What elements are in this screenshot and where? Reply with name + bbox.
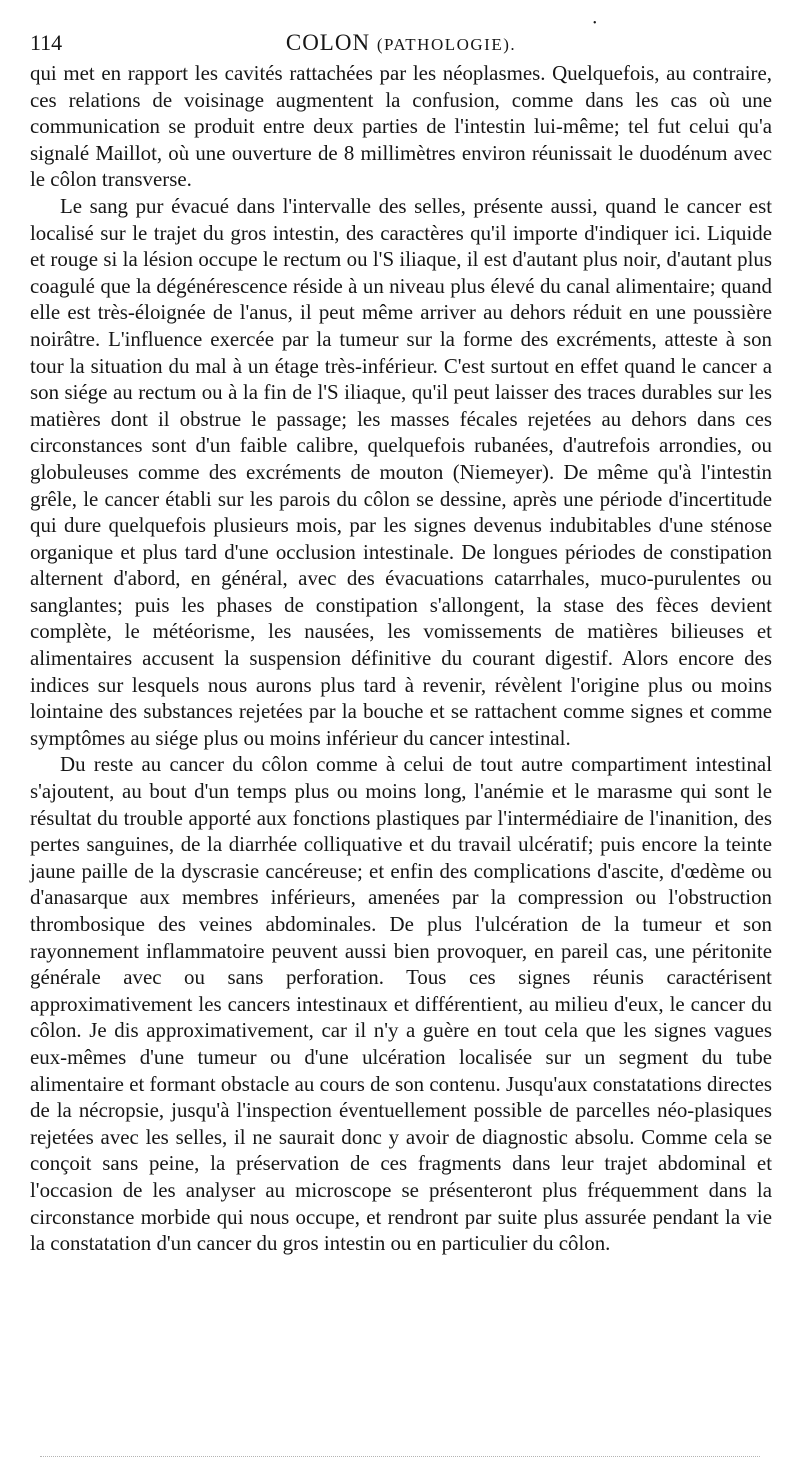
paragraph: Du reste au cancer du côlon comme à celui de tout autre compartiment intestinal s'ajoutent, au bout d'un temps plus ou moins long, l'anémie et le marasme qui sont le résultat du trouble apporté aux fonctions plastiques par l'intermédiaire de l'inanition, des pertes sanguines, de la diarrhée colliquative et du travail ulcératif; puis encore la teinte jaune paille de la dyscrasie cancéreuse; et enfin des complications d'ascite, d'œdème ou d'anasarque aux membres inférieurs, amenées par la compression ou l'obstruction thrombosique des veines abdominales. De plus l'ulcération de la tumeur et son rayonnement inflammatoire peuvent aussi bien provoquer, en pareil cas, une péritonite générale avec ou sans perforation. Tous ces signes réunis caractérisent approximativement les cancers intestinaux et différentient, au milieu d'eux, le cancer du côlon. Je dis approximativement, car il n'y a guère en tout cela que les signes vagues eux-mêmes d'une tumeur ou d'une ulcération localisée sur un segment du tube alimentaire et formant obstacle au cours de son contenu. Jusqu'aux constatations directes de la nécropsie, jusqu'à l'inspection éventuellement possible de parcelles néo-plasiques rejetées avec les selles, il ne saurait donc y avoir de diagnostic absolu. Comme cela se conçoit sans peine, la préservation de ces fragments dans leur trajet abdominal et l'occasion de les analyser au microscope se présenteront plus fréquemment dans la circonstance morbide qui nous occupe, et rendront par suite plus assurée pendant la vie la constatation d'un cancer du gros intestin ou en particulier du côlon. [30,752,772,1256]
running-title [30,30,772,56]
page-header [30,20,772,60]
page-bottom-rule [40,1456,760,1457]
running-title-sub: (PATHOLOGIE). [376,35,517,54]
page-number: 114 [30,30,63,55]
header-mark: • [593,18,597,29]
book-page [30,20,772,1257]
paragraph: Le sang pur évacué dans l'intervalle des selles, présente aussi, quand le cancer est localisé sur le trajet du gros intestin, des caractères qu'il importe d'indiquer ici. Liquide et rouge si la lésion occupe le rectum ou l'S iliaque, il est d'autant plus noir, d'autant plus coagulé que la dégénérescence réside à un niveau plus élevé du canal alimentaire; quand elle est très-éloignée de l'anus, il peut même arriver au dehors réduit en une poussière noirâtre. L'influence exercée par la tumeur sur la forme des excréments, atteste à son tour la situation du mal à un étage très-inférieur. C'est surtout en effet quand le cancer a son siége au rectum ou à la fin de l'S iliaque, qu'il peut laisser des traces durables sur les matières dont il obstrue le passage; les masses fécales rejetées au dehors dans ces circonstances sont d'un faible calibre, quelquefois rubanées, d'autrefois arrondies, ou globuleuses comme des excréments de mouton (Niemeyer). De même qu'à l'intestin grêle, le cancer établi sur les parois du côlon se dessine, après une période d'incertitude qui dure quelquefois plusieurs mois, par les signes devenus indubitables d'une sténose organique et plus tard d'une occlusion intestinale. De longues périodes de constipation alternent d'abord, en général, avec des évacuations catarrhales, muco-purulentes ou sanglantes; puis les phases de constipation s'allongent, la stase des fèces devient complète, le météorisme, les nausées, les vomissements de matières bilieuses et alimentaires accusent la suspension définitive du courant digestif. Alors encore des indices sur lesquels nous aurons plus tard à revenir, révèlent l'origine plus ou moins lointaine des substances rejetées par la bouche et se rattachent comme signes et comme symptômes au siége plus ou moins inférieur du cancer intestinal. [30,193,772,750]
paragraph-continued: qui met en rapport les cavités rattachées par les néoplasmes. Quelquefois, au contraire, ces relations de voisinage augmentent la confusion, comme dans les cas où une communication se produit entre deux parties de l'intestin lui-même; tel fut celui qu'a signalé Maillot, où une ouverture de 8 millimètres environ réunissait le duodénum avec le côlon transverse. [30,61,772,192]
body-text [30,60,772,1257]
running-title-main: COLON [285,30,371,55]
